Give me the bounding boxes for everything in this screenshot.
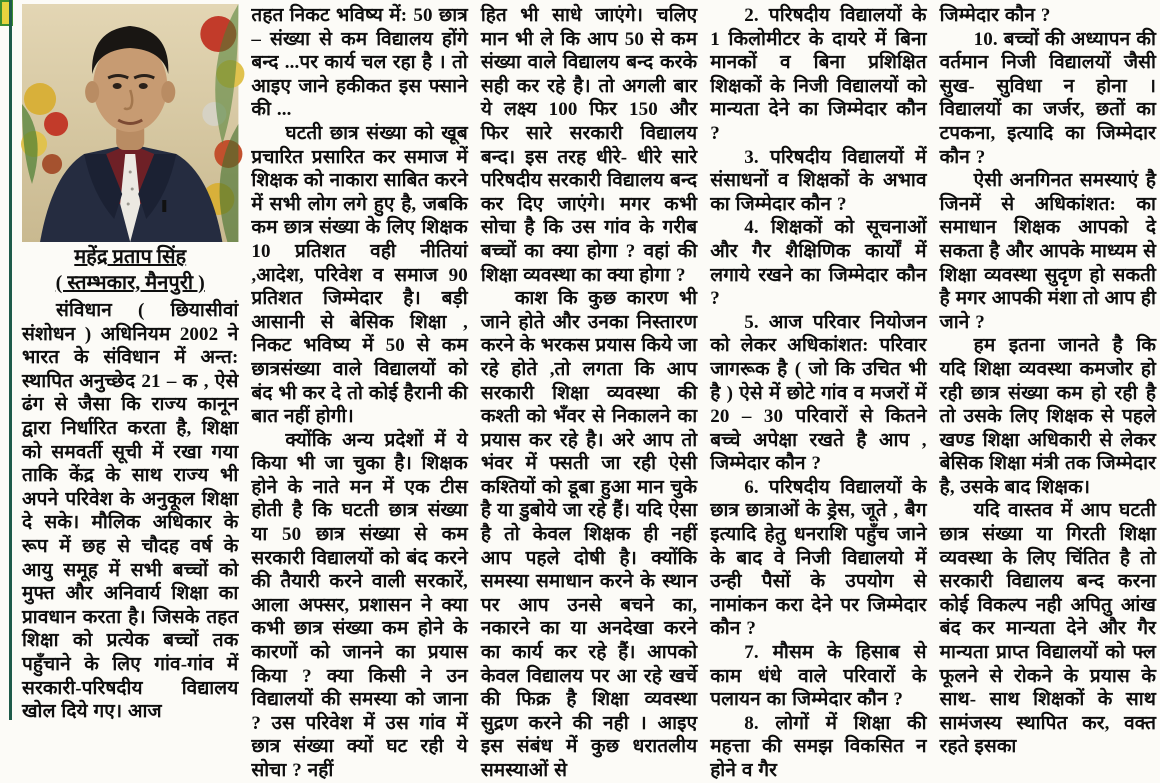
paragraph: संविधान ( छियासीवां संशोधन ) अधिनियम 2002 ने भारत के संविधान में अन्त: स्थापित अनुच्छेद 21 – क , ऐसे ढंग से जैसा कि राज्य कानून द्वारा निर्धारित करता है, शिक्षा को समवर्ती सूची में रखा गया ताकि केंद्र के साथ राज्य भी अपने परिवेश के अनुकूल शिक्षा दे सके। मौलिक अधिकार के रूप में छह से चौदह वर्ष के आयु समूह में सभी बच्चों को मुफ्त और अनिवार्य शिक्षा का प्रावधान करता है। जिसके तहत शिक्षा को प्रत्येक बच्चों तक पहुँचाने के लिए गांव-गांव में सरकारी-परिषदीय विद्यालय खोल दिये गए। आज xyxy=(22,300,239,723)
column-4-text xyxy=(710,4,926,783)
paragraph: जिम्मेदार कौन ? xyxy=(939,5,1051,26)
article-column-3 xyxy=(480,0,698,781)
paragraph: घटती छात्र संख्या को खूब प्रचारित प्रसारित कर समाज में शिक्षक को नाकारा साबित करने में सभी लोग लगे हुए है, जबकि कम छात्र संख्या के लिए शिक्षक 10 प्रतिशत वही नीतियां ,आदेश, परिवेश व समाज 90 प्रतिशत जिम्मेदार है। बड़ी आसानी से बेसिक शिक्षा , निकट भविष्य में 50 से कम छात्रसंख्या वाले विद्यालयों को बंद भी कर दे तो कोई हैरानी की बात नहीं होगी। xyxy=(251,122,468,428)
article-column-1 xyxy=(22,0,239,723)
paragraph: 4. शिक्षकों को सूचनाओं और गैर शैक्षिणिक कार्यों में लगाये रखने का जिम्मेदार कौन ? xyxy=(710,217,927,310)
left-border-rule xyxy=(9,0,12,720)
column-2-text xyxy=(251,4,467,783)
paragraph: 3. परिषदीय विद्यालयों में संसाधनों व शिक्षकों के अभाव का जिम्मेदार कौन ? xyxy=(710,146,927,215)
author-title: ( स्तम्भकार, मैनपुरी ) xyxy=(55,272,205,294)
article-column-2 xyxy=(251,0,468,781)
author-caption xyxy=(22,244,238,296)
paragraph: हित भी साधे जाएंगे। चलिए मान भी ले कि आप 50 से कम संख्या वाले विद्यालय बन्द करके सही कर रहे है। तो अगली बार ये लक्ष्य 100 फिर 150 और फिर सारे सरकारी विद्यालय बन्द। इस तरह धीरे- धीरे सारे परिषदीय सरकारी विद्यालय बन्द कर दिए जाएंगे। मगर कभी सोचा है कि उस गांव के गरीब बच्चों का क्या होगा ? वहां की शिक्षा व्यवस्था का क्या होगा ? xyxy=(480,5,698,286)
paragraph: तहत निकट भविष्य में: 50 छात्र – संख्या से कम विद्यालय होंगे बन्द ...पर कार्य चल रहा है । तो आइए जाने हकीकत इस फ्साने की ... xyxy=(251,5,468,121)
paragraph: हम इतना जानते है कि यदि शिक्षा व्यवस्था कमजोर हो रही छात्र संख्या कम हो रही है तो उसके लिए शिक्षक से पहले खण्ड शिक्षा अधिकारी से लेकर बेसिक शिक्षा मंत्री तक जिम्मेदार है, उसके बाद शिक्षक। xyxy=(939,335,1157,498)
column-3-text xyxy=(481,4,697,783)
article-columns xyxy=(22,0,1157,781)
paragraph: यदि वास्तव में आप घटती छात्र संख्या या गिरती शिक्षा व्यवस्था के लिए चिंतित है तो सरकारी विद्यालय बन्द करना कोई विकल्प नही अपितु आंख बंद कर मान्यता देने और गैर मान्यता प्राप्त विद्यालयों को फ्ल फूलने से रोकने के प्रयास के साथ- साथ शिक्षकों के साथ सामंजस्य स्थापित कर, वक्त रहते इसका xyxy=(939,500,1157,758)
paragraph: 6. परिषदीय विद्यालयों के छात्र छात्राओं के ड्रेस, जूते , बैग इत्यादि हेतु धनराशि पहुँच जाने के बाद वे निजी विद्यालयो में उन्ही पैसों के उपयोग से नामांकन करा देने पर जिम्मेदार कौन ? xyxy=(710,476,927,640)
column-1-text xyxy=(22,299,238,724)
article-column-5 xyxy=(939,0,1157,758)
article-column-4 xyxy=(710,0,927,781)
column-5-text xyxy=(940,4,1156,759)
paragraph: 2. परिषदीय विद्यालयों के 1 किलोमीटर के दायरे में बिना मानकों व बिना प्रशिक्षित शिक्षकों के निजी विद्यालयों को मान्यता देने का जिम्मेदार कौन ? xyxy=(710,5,927,144)
paragraph: क्योंकि अन्य प्रदेशों में ये किया भी जा चुका है। शिक्षक होने के नाते मन में एक टीस होती है कि घटती छात्र संख्या या 50 छात्र संख्या से कम सरकारी विद्यालयों को बंद करने की तैयारी करने वाली सरकारें, आला अफ्सर, प्रशासन ने क्या कभी छात्र संख्या कम होने के कारणों को जानने का प्रयास किया ? क्या किसी ने उन विद्यालयों की समस्या को जाना ? उस परिवेश में उस गांव में छात्र संख्या क्यों घट रही ये सोचा ? नहीं xyxy=(251,429,468,781)
paragraph: 5. आज परिवार नियोजन को लेकर अधिकांशत: परिवार जागरूक है ( जो कि उचित भी है ) ऐसे में छोटे गांव व मजरों में 20 – 30 परिवारों से कितने बच्चे अपेक्षा रखते है आप , जिम्मेदार कौन ? xyxy=(710,311,927,475)
paragraph: 7. मौसम के हिसाब से काम धंधे वाले परिवारों के पलायन का जिम्मेदार कौन ? xyxy=(710,642,927,711)
author-photo xyxy=(22,4,238,242)
paragraph: ऐसी अनगिनत समस्याएं है जिनमें से अधिकांशत: का समाधान शिक्षक आपको दे सकता है और आपके माध्यम से शिक्षा व्यवस्था सुदृण हो सकती है मगर आपकी मंशा तो आप ही जाने ? xyxy=(939,170,1157,333)
paragraph: 8. लोगों में शिक्षा की महत्ता की समझ विकसित न होने व गैर xyxy=(710,712,927,781)
author-photo-figure xyxy=(22,4,238,242)
paragraph: 10. बच्चों की अध्यापन की वर्तमान निजी विद्यालयों जैसी सुख- सुविधा न होना । विद्यालयों का जर्जर, छतों का टपकना, इत्यादि का जिम्मेदार कौन ? xyxy=(939,28,1157,168)
author-name: महेंद्र प्रताप सिंह xyxy=(74,246,187,268)
paragraph: काश कि कुछ कारण भी जाने होते और उनका निस्तारण करने के भरकस प्रयास किये जा रहे होते ,तो लगता कि आप सरकारी शिक्षा व्यवस्था की कश्ती को भँवर से निकालने का प्रयास कर रहे है। अरे आप तो भंवर में फ्सती जा रही ऐसी कश्तियों को डूबा हुआ मान चुके है या डुबोये जा रहे हैं। यदि ऐसा है तो केवल शिक्षक ही नहीं आप पहले दोषी है। क्योंकि समस्या समाधान करने के स्थान पर आप उनसे बचने का, नकारने का या अनदेखा करने का कार्य कर रहे हैं। आपको केवल विद्यालय पर आ रहे खर्चे की फिक्र है शिक्षा व्यवस्था सुद्रण करने की नही । आइए इस संबंध में कुछ धरातलीय समस्याओं से xyxy=(480,288,698,781)
